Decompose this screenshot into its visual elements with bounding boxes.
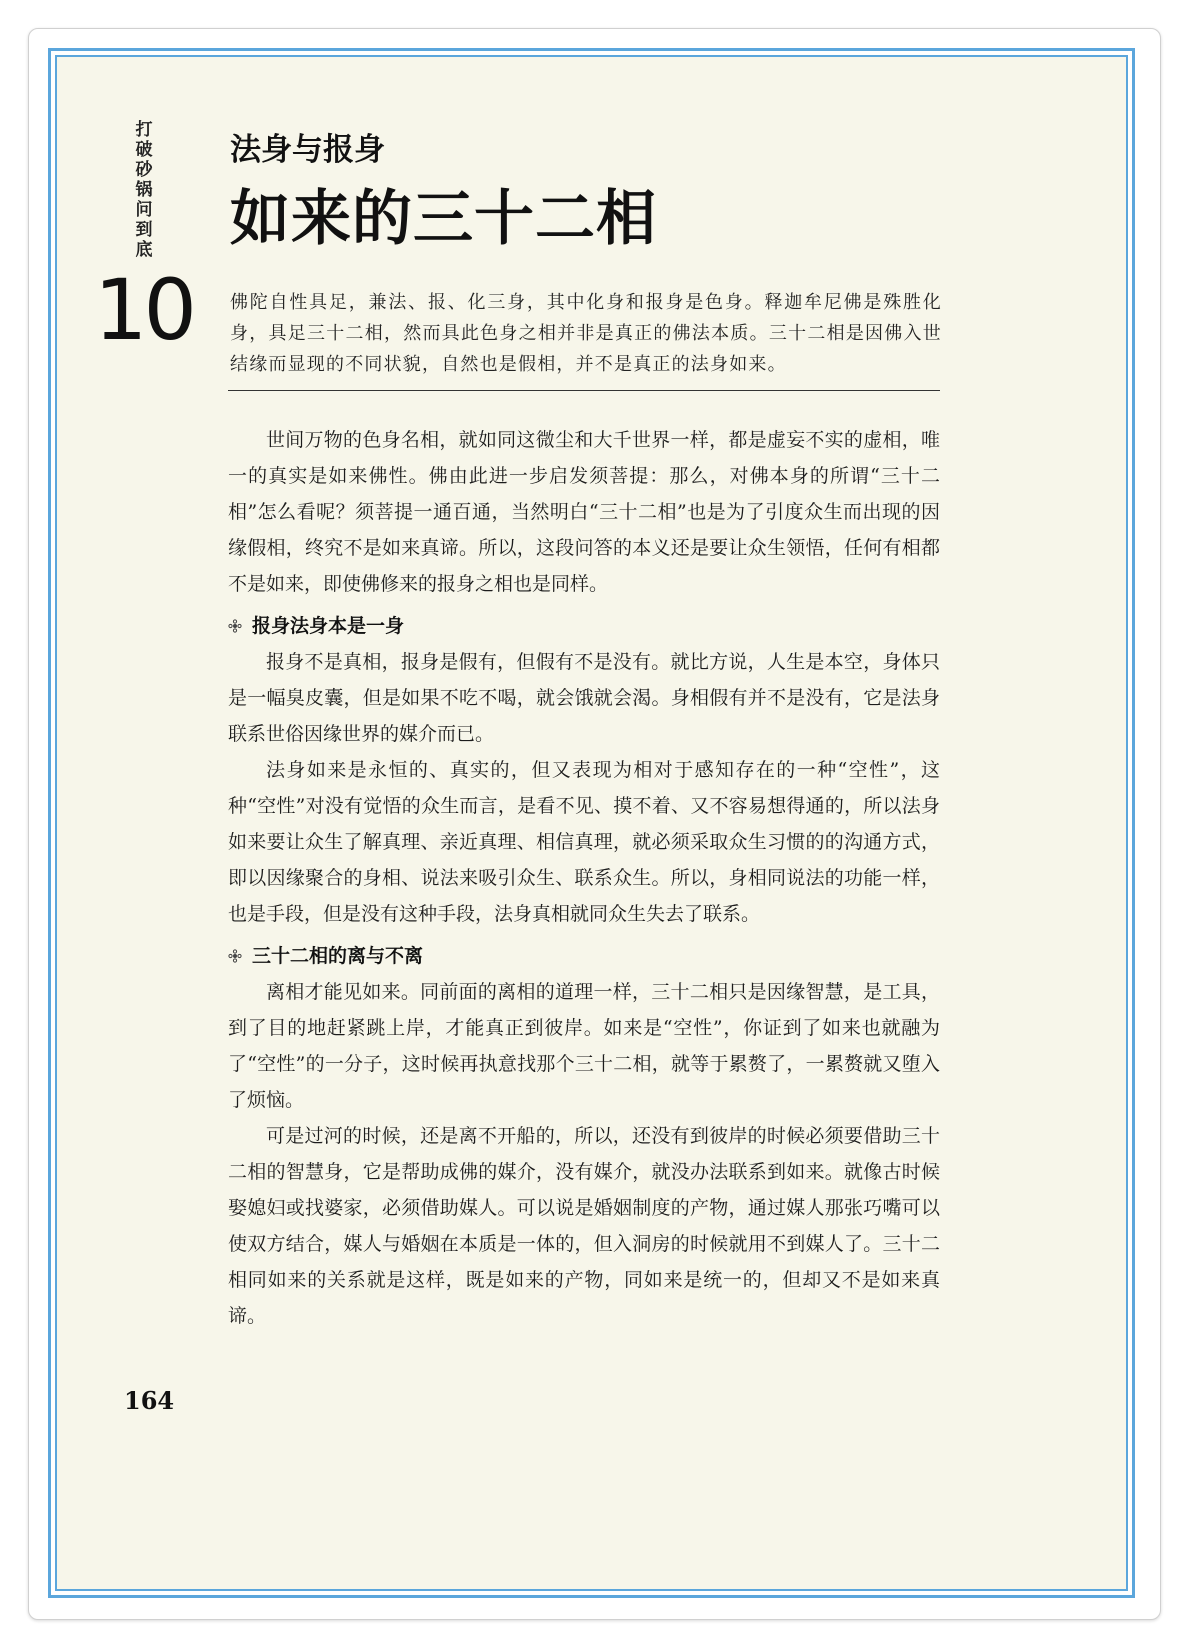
paragraph: 报身不是真相，报身是假有，但假有不是没有。就比方说，人生是本空，身体只是一幅臭皮囊，但是如果不吃不喝，就会饿就会渴。身相假有并不是没有，它是法身联系世俗因缘世界的媒介而已。 [228,651,940,745]
page-subtitle: 法身与报身 [230,132,385,168]
section-heading [228,938,940,974]
intro-paragraph: 佛陀自性具足，兼法、报、化三身，其中化身和报身是色身。释迦牟尼佛是殊胜化身，具足三十二相，然而具此色身之相并非是真正的佛法本质。三十二相是因佛入世结缘而显现的不同状貌，自然也是假相，并不是真正的法身如来。 [230,292,942,375]
section-heading-text: 报身法身本是一身 [252,615,405,637]
divider [228,390,940,391]
side-tab-label: 打破砂锅问到底 [135,120,153,260]
paragraph: 可是过河的时候，还是离不开船的，所以，还没有到彼岸的时候必须要借助三十二相的智慧身，它是帮助成佛的媒介，没有媒介，就没办法联系到如来。就像古时候娶媳妇或找婆家，必须借助媒人。可以说是婚姻制度的产物，通过媒人那张巧嘴可以使双方结合，媒人与婚姻在本质是一体的，但入洞房的时候就用不到媒人了。三十二相同如来的关系就是这样，既是如来的产物，同如来是统一的，但却又不是如来真谛。 [228,1125,940,1327]
page-title: 如来的三十二相 [230,184,657,254]
section-heading-text: 三十二相的离与不离 [252,945,424,967]
paragraph: 世间万物的色身名相，就如同这微尘和大千世界一样，都是虚妄不实的虚相，唯一的真实是如来佛性。佛由此进一步启发须菩提：那么，对佛本身的所谓“三十二相”怎么看呢？须菩提一通百通，当然明白“三十二相”也是为了引度众生而出现的因缘假相，终究不是如来真谛。所以，这段问答的本义还是要让众生领悟，任何有相都不是如来，即使佛修来的报身之相也是同样。 [228,429,940,595]
paragraph: 法身如来是永恒的、真实的，但又表现为相对于感知存在的一种“空性”，这种“空性”对没有觉悟的众生而言，是看不见、摸不着、又不容易想得通的，所以法身如来要让众生了解真理、亲近真理、相信真理，就必须采取众生习惯的的沟通方式，即以因缘聚合的身相、说法来吸引众生、联系众生。所以，身相同说法的功能一样，也是手段，但是没有这种手段，法身真相就同众生失去了联系。 [228,759,940,925]
flower-icon [228,619,242,633]
page-number: 164 [124,1386,175,1415]
section-heading [228,608,940,644]
paragraph: 离相才能见如来。同前面的离相的道理一样，三十二相只是因缘智慧，是工具，到了目的地赶紧跳上岸，才能真正到彼岸。如来是“空性”，你证到了如来也就融为了“空性”的一分子，这时候再执意找那个三十二相，就等于累赘了，一累赘就又堕入了烦恼。 [228,981,940,1111]
article-body [228,422,940,1334]
flower-icon [228,949,242,963]
chapter-number: 10 [94,261,193,359]
